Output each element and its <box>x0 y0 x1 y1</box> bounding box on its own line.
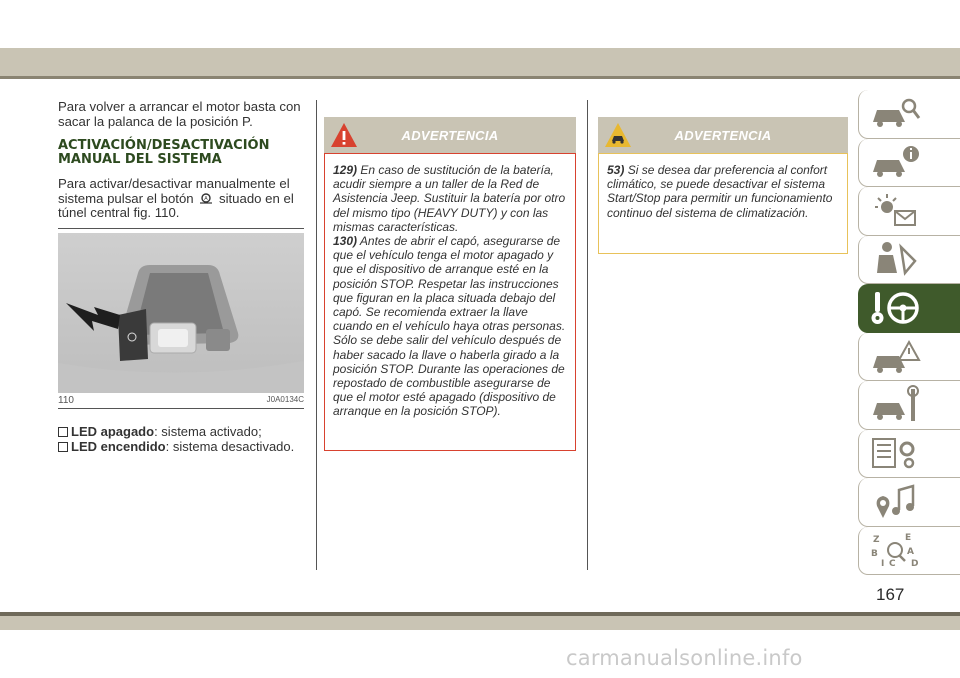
figure-110 <box>58 228 304 409</box>
list-item-bold: LED encendido <box>71 438 166 454</box>
list-item-bold: LED apagado <box>71 424 155 439</box>
tab-index[interactable] <box>858 527 960 576</box>
led-status-list <box>58 425 308 454</box>
caution-car-triangle-icon <box>604 121 632 149</box>
list-item <box>58 440 308 455</box>
tab-starting-driving[interactable] <box>858 284 960 333</box>
left-column <box>58 100 304 221</box>
warning-item <box>333 163 569 234</box>
tab-warning-lights[interactable] <box>858 187 960 236</box>
warning-item-number: 130) <box>333 234 358 249</box>
svg-text:A: A <box>907 547 914 558</box>
warning-lights-icon <box>869 191 923 231</box>
safety-seat-icon <box>869 239 923 279</box>
start-stop-off-icon <box>199 193 213 204</box>
warning-title: ADVERTENCIA <box>401 127 499 143</box>
warning-header <box>598 117 848 153</box>
watermark: carmanualsonline.info <box>566 646 803 670</box>
intro-paragraph: Para volver a arrancar el motor basta con sacar la palanca de la posición P. <box>58 99 301 129</box>
svg-text:C: C <box>889 559 896 570</box>
warning-item-number: 53) <box>607 163 625 177</box>
warning-item <box>333 234 569 419</box>
column-divider <box>587 100 588 570</box>
warning-body <box>598 153 848 254</box>
warning-item-text: Antes de abrir el capó, asegurarse de que el vehículo tenga el motor apagado y que el dispositivo de arranque esté en la posición STOP. Respetar las instrucciones que figuran en la placa situada debajo del capó. Se recomienda extraer la llave cuando en el vehículo haya otras personas. Sólo se debe salir del vehículo después de haber sacado la llave o haberla girado a la posición STOP. Durante las operaciones de repostado de combustible asegurarse de que el motor esté apagado (dispositivo de arranque en la posición STOP). <box>333 234 566 419</box>
car-emergency-icon <box>869 336 923 376</box>
figure-top-rule <box>58 228 304 229</box>
svg-text:D: D <box>911 559 919 570</box>
warning-item-number: 129) <box>333 163 358 177</box>
list-item <box>58 425 308 440</box>
svg-text:B: B <box>871 549 878 560</box>
svg-text:Z: Z <box>873 535 880 546</box>
section-heading: ACTIVACIÓN/DESACTIVACIÓN MANUAL DEL SISTEMA <box>58 138 270 167</box>
chapter-sidebar <box>858 90 960 575</box>
tab-car-search[interactable] <box>858 90 960 139</box>
car-search-icon <box>869 94 923 134</box>
tab-multimedia[interactable] <box>858 478 960 527</box>
warning-body <box>324 153 576 451</box>
svg-text:A: A <box>204 195 209 202</box>
list-item-text: : sistema desactivado. <box>165 438 295 454</box>
footer-band <box>0 616 960 630</box>
multimedia-icon <box>869 482 923 522</box>
warning-item-text: Si se desea dar preferencia al confort climático, se puede desactivar el sistema Start/Stop para permitir un funcionamiento continuo del sistema de climatización. <box>607 163 833 220</box>
bullet-icon <box>58 442 68 452</box>
steering-key-icon <box>869 288 923 328</box>
console-photo <box>58 233 304 393</box>
column-divider <box>316 100 317 570</box>
index-icon <box>869 530 923 570</box>
page-number: 167 <box>876 585 905 604</box>
warning-item <box>607 163 841 220</box>
figure-code: J0A0134C <box>266 395 304 404</box>
header-rule <box>0 76 960 79</box>
warning-box-caution <box>598 117 848 254</box>
list-item-text: : sistema activado; <box>154 424 262 439</box>
svg-text:E: E <box>905 533 912 544</box>
car-maintenance-icon <box>869 385 923 425</box>
tab-emergency[interactable] <box>858 333 960 382</box>
instruction-paragraph <box>58 177 304 221</box>
warning-title: ADVERTENCIA <box>674 127 772 143</box>
figure-number: 110 <box>58 395 74 406</box>
bullet-icon <box>58 427 68 437</box>
header-band <box>0 48 960 76</box>
tab-safety[interactable] <box>858 236 960 285</box>
svg-text:I: I <box>881 559 885 570</box>
instruction-text-start: Para activar/desactivar manualmente el sistema pulsar el botón <box>58 176 290 206</box>
tab-maintenance[interactable] <box>858 381 960 430</box>
tab-technical-data[interactable] <box>858 430 960 479</box>
danger-triangle-icon <box>330 121 358 149</box>
console-illustration <box>58 233 304 393</box>
instruction-text-end: situado en el túnel central fig. 110. <box>58 190 294 220</box>
warning-header <box>324 117 576 153</box>
figure-caption <box>58 395 304 409</box>
car-info-icon <box>869 142 923 182</box>
warning-box-danger <box>324 117 576 451</box>
warning-item-text: En caso de sustitución de la batería, acudir siempre a un taller de la Red de Asistencia Jeep. Sustituir la batería por otro del mismo tipo (HEAVY DUTY) y con las mismas características. <box>333 163 566 234</box>
tab-car-info[interactable] <box>858 139 960 188</box>
technical-data-icon <box>869 433 923 473</box>
